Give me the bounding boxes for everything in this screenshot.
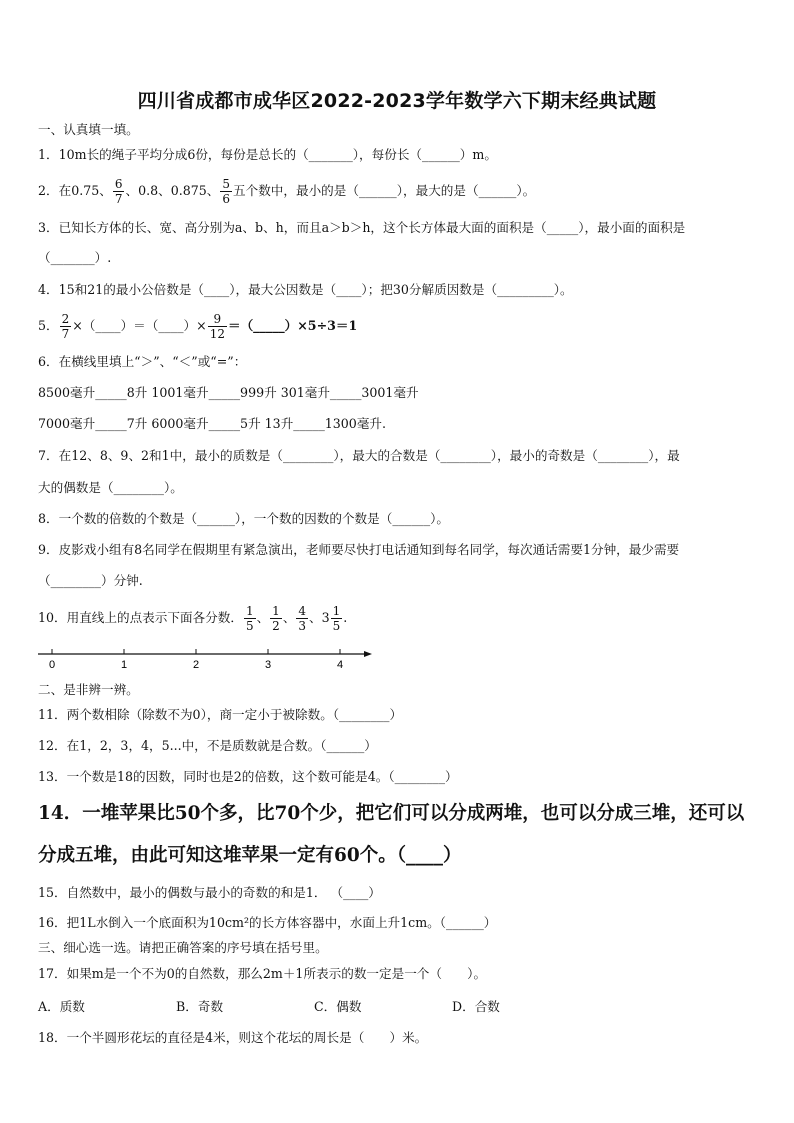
choice-a: A．质数 — [38, 999, 85, 1014]
question-1: 1．10m长的绳子平均分成6份，每份是总长的（_______），每份长（______）m。 — [38, 147, 497, 162]
fraction-1-2: $\frac{1}{2}$ — [272, 604, 280, 633]
question-6-line-1: 6．在横线里填上“＞”、“＜”或“=”： — [38, 354, 247, 369]
fraction-6-7: $\frac{6}{7}$ — [114, 177, 123, 206]
question-2 — [38, 176, 760, 206]
question-4: 4．15和21的最小公倍数是（____），最大公因数是（____）；把30分解质因数是（_________）。 — [38, 282, 573, 297]
question-9-line-1: 9．皮影戏小组有8名同学在假期里有紧急演出，老师要尽快打电话通知到每名同学，每次通话需要1分钟，最少需要 — [38, 542, 680, 557]
question-6-line-2: 8500毫升_____8升 1001毫升_____999升 301毫升_____3001毫升 — [38, 385, 419, 400]
section-heading-3: 三、细心选一选。请把正确答案的序号填在括号里。 — [38, 940, 328, 955]
number-line — [38, 644, 378, 674]
choice-d: D．合数 — [452, 999, 500, 1014]
question-12: 12．在1，2，3，4，5...中，不是质数就是合数。（______） — [38, 738, 377, 753]
question-17: 17．如果m是一个不为0的自然数，那么2m＋1所表示的数一定是一个（ ）。 — [38, 966, 487, 981]
fraction-1-5: $\frac{1}{5}$ — [245, 604, 254, 633]
question-2-text-b: 、0.8、0.875、 — [125, 183, 220, 198]
tick-label-0: 0 — [48, 659, 56, 671]
mixed-number-whole: 3 — [321, 610, 330, 625]
question-7-line-1: 7．在12、8、9、2和1中，最小的质数是（________），最大的合数是（________），最小的奇数是（________），最 — [38, 448, 680, 463]
question-14-line-2: 分成五堆，由此可知这堆苹果一定有60个。（____） — [38, 845, 462, 866]
question-13: 13．一个数是18的因数，同时也是2的倍数，这个数可能是4。（________） — [38, 769, 458, 784]
tick-label-4: 4 — [336, 659, 344, 671]
question-15: 15．自然数中，最小的偶数与最小的奇数的和是1． （____） — [38, 885, 381, 900]
tick-label-1: 1 — [120, 659, 128, 671]
fraction-9-12: $\frac{9}{12}$ — [209, 312, 225, 341]
choice-b: B．奇数 — [176, 999, 224, 1014]
question-10-text: 10．用直线上的点表示下面各分数． — [38, 610, 243, 625]
section-heading-1: 一、认真填一填。 — [38, 122, 139, 137]
section-heading-2: 二、是非辨一辨。 — [38, 682, 139, 697]
fraction-5-6: $\frac{5}{6}$ — [222, 177, 230, 206]
number-line-arrow — [364, 651, 372, 657]
fraction-4-3: $\frac{4}{3}$ — [298, 604, 307, 633]
question-11: 11．两个数相除（除数不为0），商一定小于被除数。（________） — [38, 707, 403, 722]
tick-label-2: 2 — [192, 659, 200, 671]
question-3-line-1: 3．已知长方体的长、宽、高分别为a、b、h，而且a＞b＞h，这个长方体最大面的面积是（_____），最小面的面积是 — [38, 220, 686, 235]
question-8: 8．一个数的倍数的个数是（______），一个数的因数的个数是（______）。 — [38, 511, 450, 526]
question-7-line-2: 大的偶数是（________）。 — [38, 480, 183, 495]
question-5-label: 5． — [38, 318, 59, 333]
page-title: 四川省成都市成华区2022-2023学年数学六下期末经典试题 — [137, 90, 657, 112]
question-9-line-2: （________）分钟. — [38, 573, 143, 588]
fraction-2-7: $\frac{2}{7}$ — [61, 312, 70, 341]
question-18: 18．一个半圆形花坛的直径是4米，则这个花坛的周长是（ ）米。 — [38, 1030, 428, 1045]
fraction-1-5-mixed: $\frac{1}{5}$ — [332, 604, 341, 633]
choice-c: C．偶数 — [314, 999, 362, 1014]
question-2-text-a: 2．在0.75、 — [38, 183, 112, 198]
question-5-text-c: ＝（_____）×5÷3＝1 — [227, 318, 358, 333]
question-6-line-3: 7000毫升_____7升 6000毫升_____5升 13升_____1300毫升. — [38, 416, 387, 431]
question-2-text-c: 五个数中，最小的是（______），最大的是（______）。 — [233, 183, 536, 198]
question-5-text-b: ×（____）＝（____）× — [72, 318, 207, 333]
question-3-line-2: （_______）. — [38, 250, 112, 265]
question-14-line-1: 14．一堆苹果比50个多，比70个少，把它们可以分成两堆，也可以分成三堆，还可以 — [38, 803, 745, 824]
question-5 — [38, 311, 760, 341]
question-10: 10．用直线上的点表示下面各分数． $\frac{1}{5}$ 、 $\frac{1}{2}$ 、 $\frac{4}{3}$ 、3 $\frac{1}{5}$ . — [38, 604, 348, 633]
question-16: 16．把1L水倒入一个底面积为10cm²的长方体容器中，水面上升1cm。（______） — [38, 915, 497, 930]
question-17-choices — [38, 998, 760, 1016]
tick-label-3: 3 — [264, 659, 272, 671]
